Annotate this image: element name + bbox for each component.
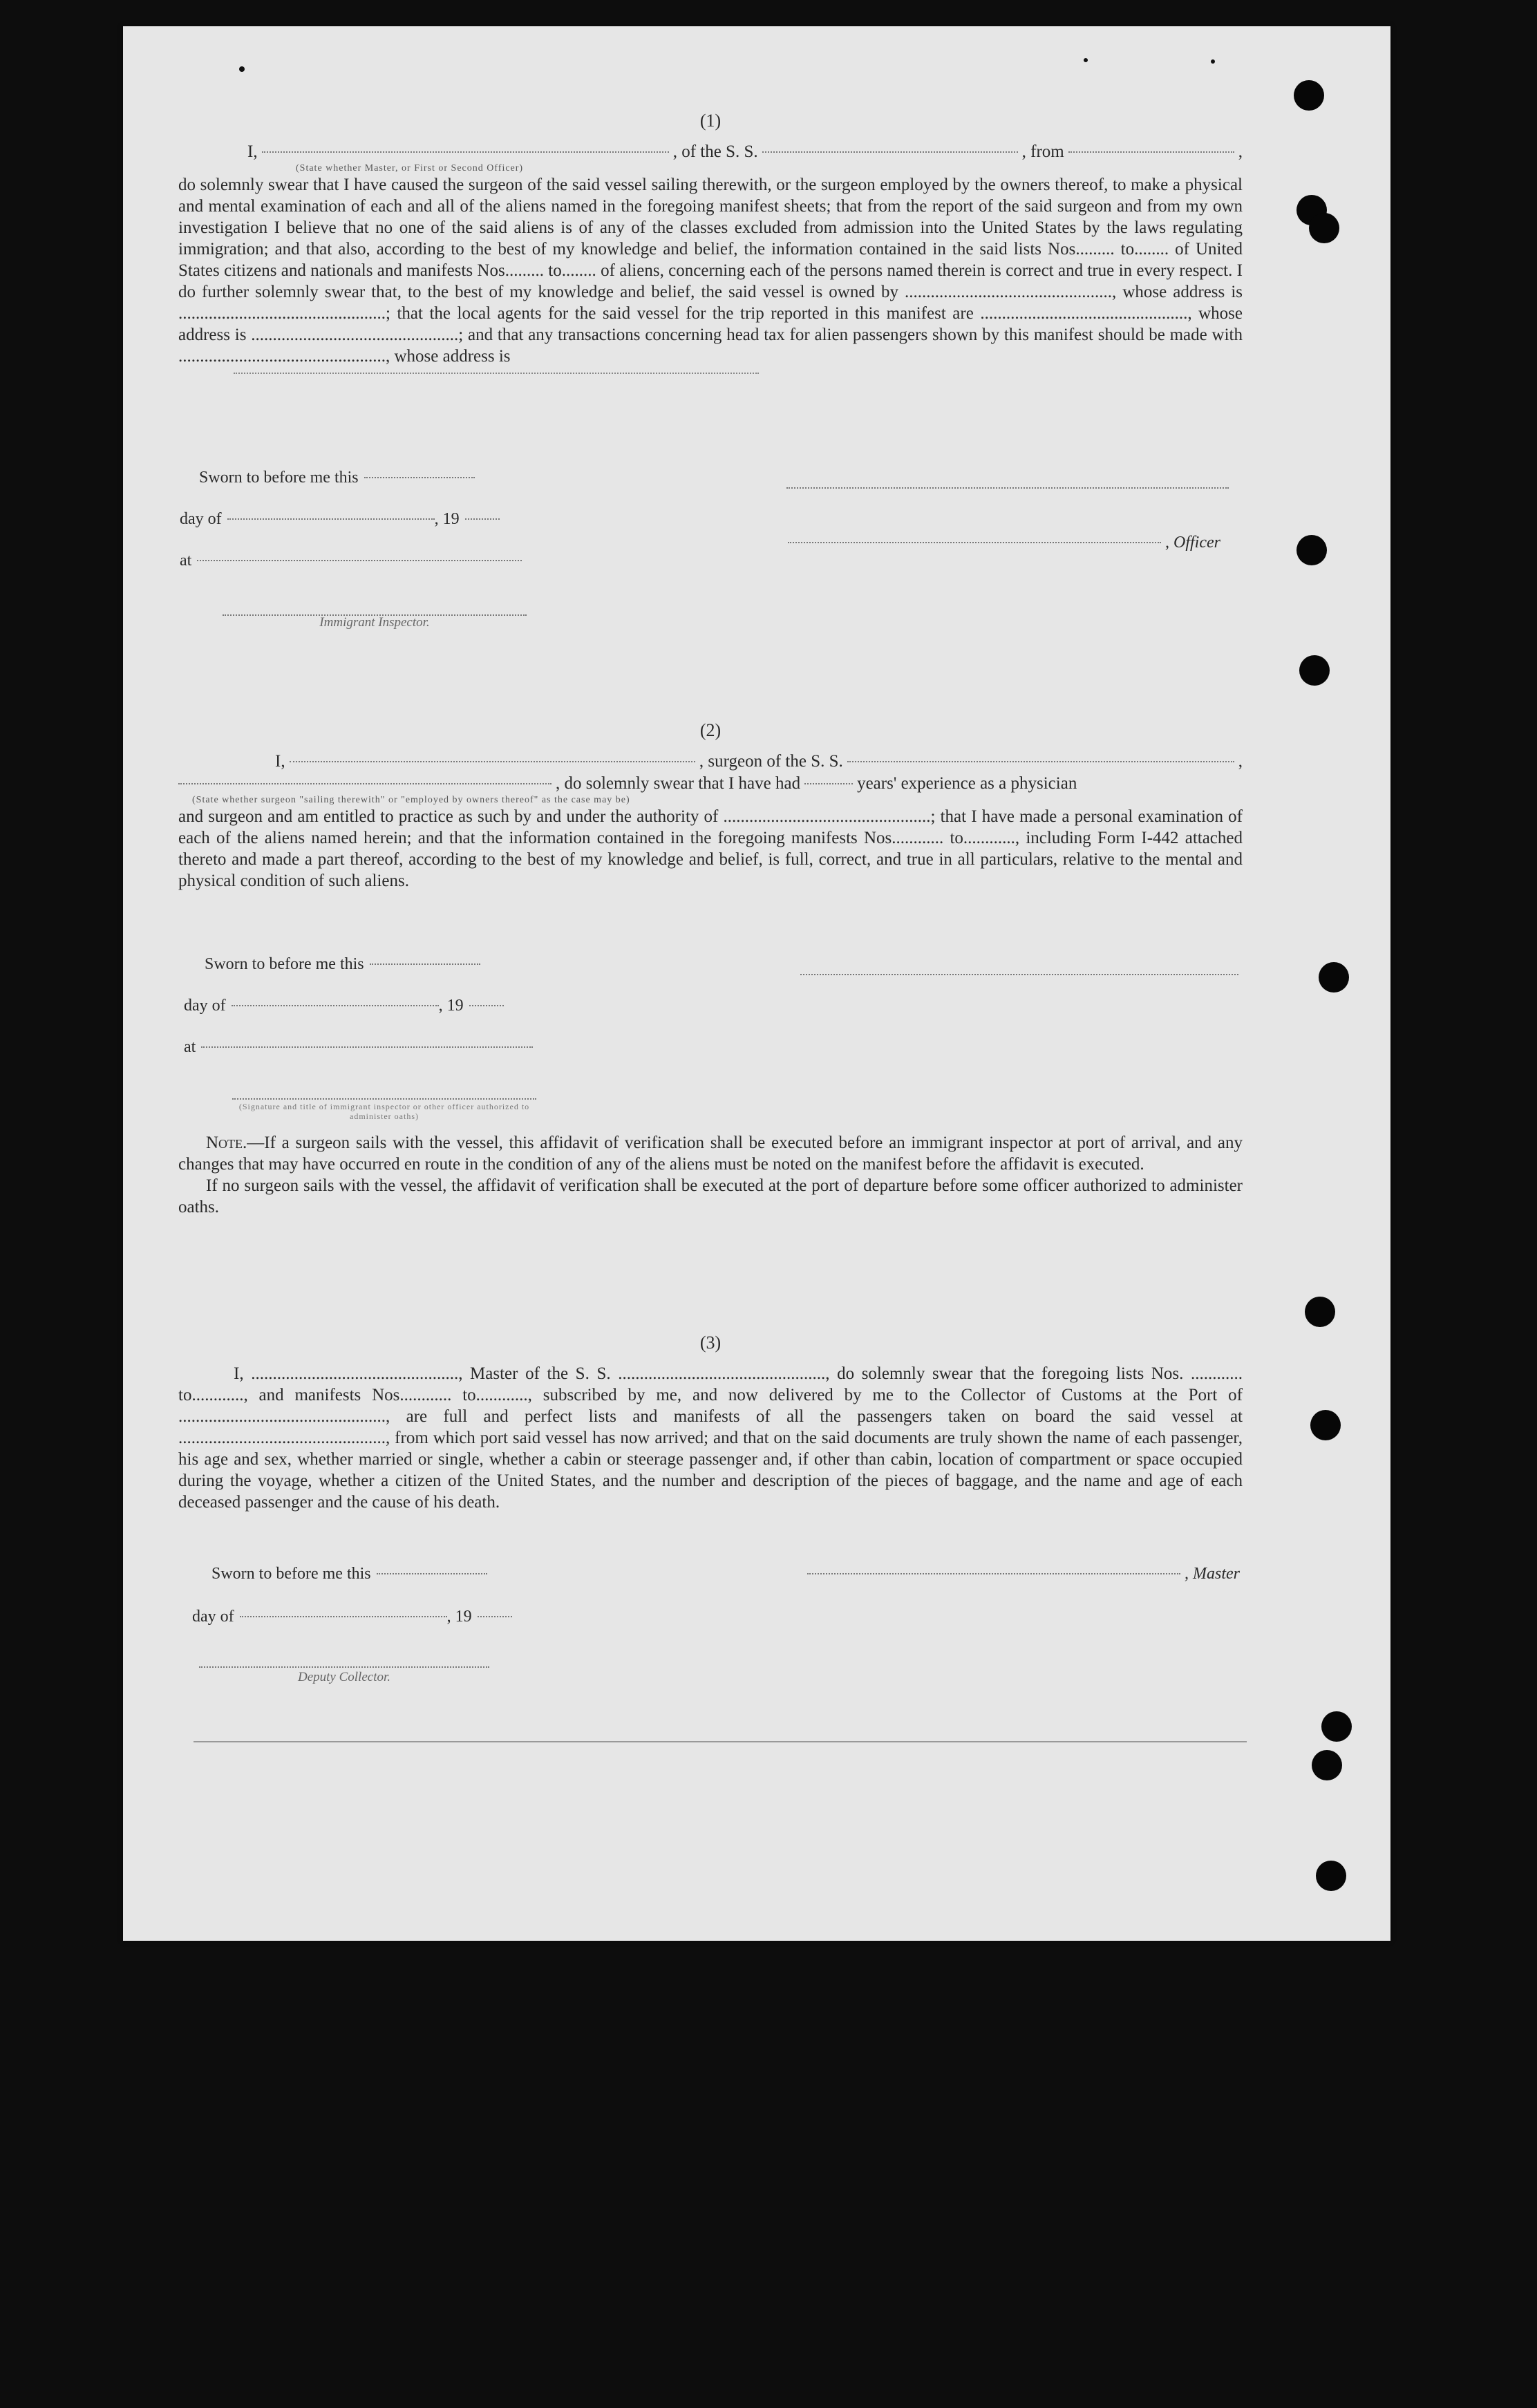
section-number: (2) — [699, 720, 722, 740]
from-label: , from — [1021, 142, 1064, 161]
master-delivery-body: I, ................................................, Master of the S. S. ................................................, do solemnly swear that the foregoing lists Nos. ............ to............, and manifests Nos............ to............, subscribed by me, and now delivered by me to the Collector of Customs at the Port of ................................................, are full and perfect lists and manifests of all the passengers taken on board the said vessel at ................................................, from which port said vessel has now arrived; and that on the said documents are truly shown the name of each passenger, his age and sex, whether married or single, whether a cabin or steerage passenger and, if other than cabin, location of compartment or space occupied during the voyage, whether a citizen of the United States, and the number and description of the pieces of baggage, and the name and age of each deceased passenger and the cause of his death. — [178, 1364, 1243, 1512]
punch-hole — [1305, 1297, 1335, 1327]
rank-subcaption: (State whether Master, or First or Second Officer) — [296, 163, 524, 173]
surgeon-subcaption: (State whether surgeon "sailing therewith" or "employed by owners thereof" as the case may be) — [192, 795, 630, 805]
oath-body: do solemnly swear that I have caused the surgeon of the said vessel sailing therewith, or the surgeon employed by the owners thereof, to make a physical and mental examination of each and all of the aliens named in the foregoing manifest sheets; that from the report of the said surgeon and from my own investigation I believe that no one of the said aliens is of any of the classes excluded from admission into the United States by the laws regulating immigration; and that also, according to the best of my knowledge and belief, the information contained in the said lists Nos......... to........ of United States citizens and nationals and manifests Nos......... to........ of aliens, concerning each of the persons named therein is correct and true in every respect. I do further solemnly swear that, to the best of my knowledge and belief, the said vessel is owned by ................................................, whose address is ................................................; that the local agents for the said vessel for the trip reported in this manifest are ................................................, whose address is ................................................; and that any transactions concerning head tax for alien passengers shown by this manifest should be made with ................................................, whose address is — [178, 176, 1243, 366]
vessel-blank — [762, 151, 1018, 153]
status-blank — [178, 782, 551, 784]
continuation-line — [234, 373, 759, 374]
years-blank — [804, 782, 853, 784]
at-field-2: at — [184, 1038, 533, 1057]
administering-officer-line — [232, 1098, 536, 1100]
signature-line-1 — [786, 487, 1229, 489]
day-field-3: day of , 19 — [192, 1608, 512, 1626]
note-2: If no surgeon sails with the vessel, the affidavit of verification shall be executed at the port of departure before some officer authorized to administer oaths. — [178, 1176, 1243, 1216]
day-field-1: day of , 19 — [180, 510, 500, 529]
punch-hole — [1294, 80, 1324, 111]
master-oath-line: I, , of the S. S. , from , — [178, 141, 1243, 163]
name-blank — [262, 151, 669, 153]
affidavit-section-1 — [178, 111, 1243, 374]
section-number: (3) — [699, 1333, 722, 1353]
punch-hole — [1309, 213, 1339, 243]
inspector-caption: Immigrant Inspector. — [319, 615, 430, 630]
sworn-field-3: Sworn to before me this — [211, 1565, 487, 1583]
administering-officer-caption: (Signature and title of immigrant inspector or other officer authorized to administer oaths) — [238, 1102, 530, 1121]
surgeon-notes — [178, 1132, 1243, 1218]
mark — [1084, 58, 1088, 62]
punch-hole — [1296, 535, 1327, 565]
section-number: (1) — [699, 111, 722, 131]
of-ss-label: , of the S. S. — [672, 142, 758, 161]
affidavit-section-2 — [178, 720, 1243, 892]
vessel-blank — [847, 760, 1234, 762]
oath-i: I, — [247, 142, 258, 161]
master-field: , Master — [807, 1565, 1240, 1583]
punch-hole — [1316, 1861, 1346, 1891]
punch-hole — [1310, 1410, 1341, 1440]
surgeon-oath-line: I, , surgeon of the S. S. , — [275, 752, 1243, 771]
sworn-field-1: Sworn to before me this — [199, 469, 475, 487]
mark — [1211, 59, 1215, 64]
surgeon-experience-line: , do solemnly swear that I have had years' experience as a physician — [178, 773, 1243, 795]
sworn-field-2: Sworn to before me this — [205, 955, 480, 974]
name-blank — [290, 760, 695, 762]
collector-line — [199, 1666, 489, 1668]
collector-caption: Deputy Collector. — [297, 1670, 391, 1684]
mark — [239, 66, 245, 72]
manifest-affidavit-page — [123, 26, 1390, 1941]
punch-hole — [1321, 1711, 1352, 1742]
surgeon-body: and surgeon and am entitled to practice as such by and under the authority of ................................................; that I have made a personal examination of each of the aliens named herein; and that the information contained in the foregoing manifests Nos............ to............, including Form I-442 attached thereto and made a part thereof, according to the best of my knowledge and belief, is full, correct, and true in all particulars, relative to the mental and physical condition of such aliens. — [178, 807, 1243, 890]
bottom-rule — [194, 1740, 1247, 1742]
signature-line-2 — [800, 973, 1238, 975]
punch-hole — [1312, 1750, 1342, 1780]
day-field-2: day of , 19 — [184, 997, 504, 1015]
at-field-1: at — [180, 552, 522, 570]
punch-hole — [1299, 655, 1330, 686]
note-1: Note.—If a surgeon sails with the vessel, this affidavit of verification shall be executed before an immigrant inspector at port of arrival, and any changes that may have occurred en route in the condition of any of the aliens must be noted on the manifest before the affidavit is executed. — [178, 1134, 1243, 1174]
punch-hole — [1319, 962, 1349, 993]
from-blank — [1068, 151, 1234, 153]
affidavit-section-3 — [178, 1333, 1243, 1513]
officer-field: , Officer — [788, 534, 1220, 552]
